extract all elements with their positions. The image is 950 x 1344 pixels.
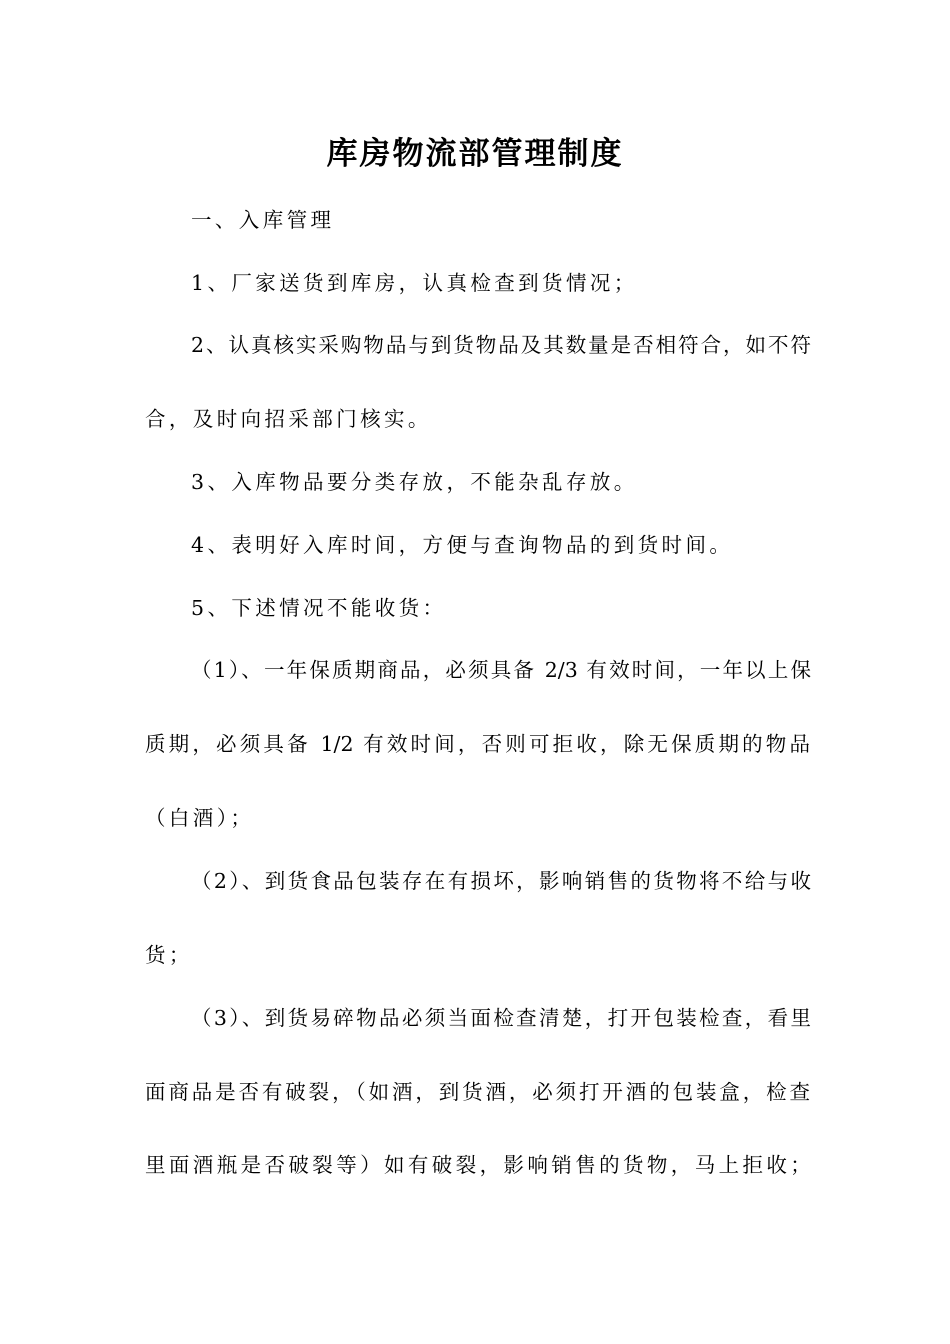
paragraph-line: （3）、到货易碎物品必须当面检查清楚，打开包装检查，看里 xyxy=(191,1006,811,1030)
document-title: 库房物流部管理制度 xyxy=(326,136,624,172)
section-heading-inbound: 一、入库管理 xyxy=(191,208,335,232)
paragraph-line: （1）、一年保质期商品，必须具备 2/3 有效时间，一年以上保 xyxy=(191,658,811,682)
paragraph-line: （2）、到货食品包装存在有损坏，影响销售的货物将不给与收 xyxy=(191,869,811,893)
paragraph-line: 里面酒瓶是否破裂等）如有破裂，影响销售的货物，马上拒收； xyxy=(145,1153,815,1177)
paragraph-line: （白酒）； xyxy=(145,806,255,830)
paragraph-line: 4、表明好入库时间，方便与查询物品的到货时间。 xyxy=(191,533,734,557)
paragraph-line: 3、入库物品要分类存放，不能杂乱存放。 xyxy=(191,470,638,494)
paragraph-line: 面商品是否有破裂，（如酒，到货酒，必须打开酒的包装盒，检查 xyxy=(145,1080,810,1104)
paragraph-line: 2、认真核实采购物品与到货物品及其数量是否相符合，如不符 xyxy=(191,333,811,357)
paragraph-line: 1、厂家送货到库房，认真检查到货情况； xyxy=(191,271,638,295)
paragraph-line: 货； xyxy=(145,943,193,967)
paragraph-line: 质期，必须具备 1/2 有效时间，否则可拒收，除无保质期的物品 xyxy=(145,732,810,756)
paragraph-line: 合，及时向招采部门核实。 xyxy=(145,407,432,431)
paragraph-line: 5、下述情况不能收货： xyxy=(191,596,447,620)
